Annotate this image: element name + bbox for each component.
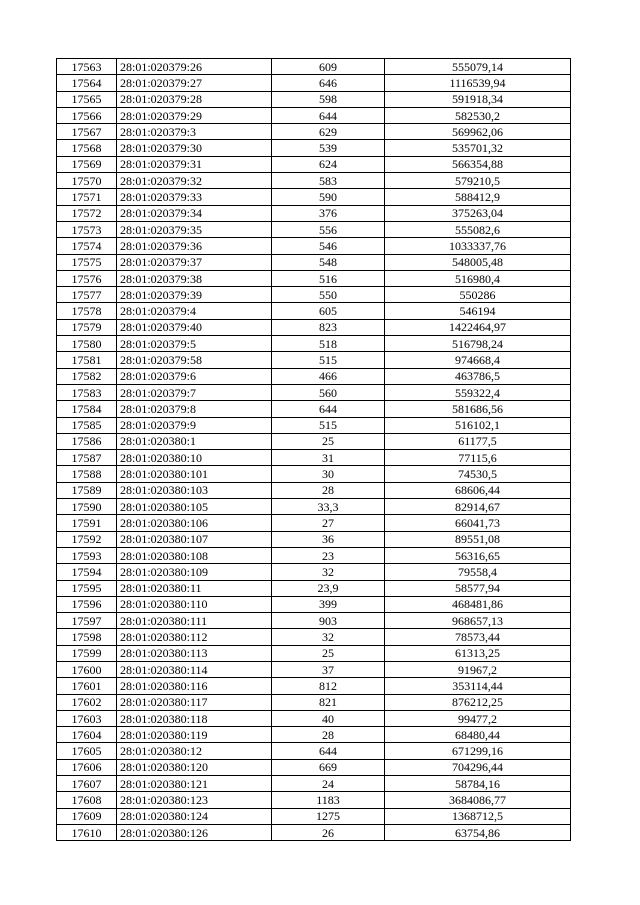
cadastral-value: 78573,44: [385, 629, 571, 645]
area-value: 33,3: [272, 499, 385, 515]
cadastral-value: 581686,56: [385, 401, 571, 417]
table-row: [57, 824, 571, 840]
table-row: [57, 678, 571, 694]
table-row: [57, 124, 571, 140]
table-row: [57, 580, 571, 596]
cadastral-number: 28:01:020379:3: [117, 124, 272, 140]
cadastral-value: 582530,2: [385, 107, 571, 123]
area-value: 539: [272, 140, 385, 156]
row-number: 17595: [57, 580, 117, 596]
cadastral-value: 91967,2: [385, 661, 571, 677]
cadastral-value: 566354,88: [385, 156, 571, 172]
cadastral-value: 876212,25: [385, 694, 571, 710]
table-row: [57, 613, 571, 629]
cadastral-number: 28:01:020380:112: [117, 629, 272, 645]
parcel-table: [56, 58, 571, 841]
cadastral-value: 1368712,5: [385, 808, 571, 824]
area-value: 583: [272, 173, 385, 189]
cadastral-value: 58577,94: [385, 580, 571, 596]
area-value: 821: [272, 694, 385, 710]
cadastral-value: 89551,08: [385, 531, 571, 547]
cadastral-value: 61313,25: [385, 645, 571, 661]
cadastral-value: 56316,65: [385, 547, 571, 563]
cadastral-number: 28:01:020380:10: [117, 450, 272, 466]
area-value: 903: [272, 613, 385, 629]
cadastral-value: 66041,73: [385, 515, 571, 531]
area-value: 32: [272, 629, 385, 645]
row-number: 17585: [57, 417, 117, 433]
area-value: 812: [272, 678, 385, 694]
area-value: 605: [272, 303, 385, 319]
table-row: [57, 547, 571, 563]
cadastral-value: 588412,9: [385, 189, 571, 205]
cadastral-value: 463786,5: [385, 368, 571, 384]
cadastral-number: 28:01:020379:30: [117, 140, 272, 156]
area-value: 25: [272, 433, 385, 449]
table-row: [57, 173, 571, 189]
table-row: [57, 59, 571, 75]
cadastral-number: 28:01:020380:1: [117, 433, 272, 449]
cadastral-value: 1116539,94: [385, 75, 571, 91]
table-row: [57, 466, 571, 482]
cadastral-number: 28:01:020380:117: [117, 694, 272, 710]
row-number: 17573: [57, 221, 117, 237]
cadastral-number: 28:01:020380:103: [117, 482, 272, 498]
cadastral-number: 28:01:020379:35: [117, 221, 272, 237]
cadastral-value: 550286: [385, 287, 571, 303]
cadastral-number: 28:01:020379:33: [117, 189, 272, 205]
cadastral-value: 579210,5: [385, 173, 571, 189]
cadastral-number: 28:01:020380:118: [117, 710, 272, 726]
cadastral-number: 28:01:020379:4: [117, 303, 272, 319]
row-number: 17594: [57, 564, 117, 580]
area-value: 27: [272, 515, 385, 531]
area-value: 609: [272, 59, 385, 75]
area-value: 23,9: [272, 580, 385, 596]
cadastral-value: 555082,6: [385, 221, 571, 237]
cadastral-number: 28:01:020379:6: [117, 368, 272, 384]
table-row: [57, 710, 571, 726]
table-row: [57, 564, 571, 580]
area-value: 644: [272, 401, 385, 417]
row-number: 17569: [57, 156, 117, 172]
cadastral-value: 63754,86: [385, 824, 571, 840]
area-value: 644: [272, 743, 385, 759]
table-row: [57, 596, 571, 612]
row-number: 17577: [57, 287, 117, 303]
cadastral-number: 28:01:020379:27: [117, 75, 272, 91]
table-row: [57, 759, 571, 775]
row-number: 17593: [57, 547, 117, 563]
area-value: 646: [272, 75, 385, 91]
row-number: 17597: [57, 613, 117, 629]
row-number: 17570: [57, 173, 117, 189]
row-number: 17604: [57, 727, 117, 743]
row-number: 17572: [57, 205, 117, 221]
area-value: 36: [272, 531, 385, 547]
area-value: 376: [272, 205, 385, 221]
row-number: 17584: [57, 401, 117, 417]
cadastral-number: 28:01:020379:58: [117, 352, 272, 368]
table-row: [57, 629, 571, 645]
cadastral-value: 974668,4: [385, 352, 571, 368]
parcel-table-body: [57, 59, 571, 841]
cadastral-value: 61177,5: [385, 433, 571, 449]
area-value: 466: [272, 368, 385, 384]
row-number: 17608: [57, 792, 117, 808]
table-row: [57, 482, 571, 498]
cadastral-number: 28:01:020380:11: [117, 580, 272, 596]
cadastral-number: 28:01:020380:116: [117, 678, 272, 694]
row-number: 17566: [57, 107, 117, 123]
row-number: 17580: [57, 336, 117, 352]
area-value: 399: [272, 596, 385, 612]
area-value: 32: [272, 564, 385, 580]
cadastral-value: 548005,48: [385, 254, 571, 270]
table-row: [57, 238, 571, 254]
row-number: 17590: [57, 499, 117, 515]
row-number: 17583: [57, 384, 117, 400]
table-row: [57, 189, 571, 205]
area-value: 624: [272, 156, 385, 172]
area-value: 40: [272, 710, 385, 726]
area-value: 24: [272, 776, 385, 792]
row-number: 17579: [57, 319, 117, 335]
table-row: [57, 417, 571, 433]
row-number: 17575: [57, 254, 117, 270]
cadastral-number: 28:01:020380:101: [117, 466, 272, 482]
cadastral-value: 68606,44: [385, 482, 571, 498]
row-number: 17592: [57, 531, 117, 547]
table-row: [57, 792, 571, 808]
cadastral-number: 28:01:020379:34: [117, 205, 272, 221]
cadastral-number: 28:01:020380:114: [117, 661, 272, 677]
cadastral-number: 28:01:020379:37: [117, 254, 272, 270]
cadastral-number: 28:01:020379:28: [117, 91, 272, 107]
cadastral-value: 3684086,77: [385, 792, 571, 808]
table-row: [57, 75, 571, 91]
row-number: 17588: [57, 466, 117, 482]
row-number: 17605: [57, 743, 117, 759]
area-value: 546: [272, 238, 385, 254]
cadastral-number: 28:01:020380:108: [117, 547, 272, 563]
table-row: [57, 384, 571, 400]
cadastral-value: 535701,32: [385, 140, 571, 156]
cadastral-number: 28:01:020380:124: [117, 808, 272, 824]
table-row: [57, 336, 571, 352]
row-number: 17601: [57, 678, 117, 694]
row-number: 17574: [57, 238, 117, 254]
row-number: 17567: [57, 124, 117, 140]
table-row: [57, 91, 571, 107]
row-number: 17603: [57, 710, 117, 726]
area-value: 31: [272, 450, 385, 466]
cadastral-number: 28:01:020379:31: [117, 156, 272, 172]
area-value: 515: [272, 352, 385, 368]
table-row: [57, 287, 571, 303]
table-row: [57, 270, 571, 286]
table-row: [57, 140, 571, 156]
cadastral-value: 559322,4: [385, 384, 571, 400]
cadastral-number: 28:01:020379:8: [117, 401, 272, 417]
table-row: [57, 515, 571, 531]
cadastral-value: 375263,04: [385, 205, 571, 221]
cadastral-number: 28:01:020379:26: [117, 59, 272, 75]
table-row: [57, 808, 571, 824]
cadastral-number: 28:01:020380:109: [117, 564, 272, 580]
row-number: 17589: [57, 482, 117, 498]
row-number: 17581: [57, 352, 117, 368]
table-row: [57, 303, 571, 319]
row-number: 17565: [57, 91, 117, 107]
area-value: 37: [272, 661, 385, 677]
table-row: [57, 205, 571, 221]
area-value: 629: [272, 124, 385, 140]
table-row: [57, 694, 571, 710]
cadastral-value: 68480,44: [385, 727, 571, 743]
row-number: 17600: [57, 661, 117, 677]
area-value: 1183: [272, 792, 385, 808]
area-value: 590: [272, 189, 385, 205]
cadastral-value: 99477,2: [385, 710, 571, 726]
cadastral-number: 28:01:020380:119: [117, 727, 272, 743]
table-row: [57, 319, 571, 335]
area-value: 516: [272, 270, 385, 286]
row-number: 17596: [57, 596, 117, 612]
area-value: 23: [272, 547, 385, 563]
area-value: 25: [272, 645, 385, 661]
cadastral-number: 28:01:020380:106: [117, 515, 272, 531]
cadastral-number: 28:01:020380:113: [117, 645, 272, 661]
cadastral-number: 28:01:020380:12: [117, 743, 272, 759]
table-row: [57, 661, 571, 677]
cadastral-number: 28:01:020380:105: [117, 499, 272, 515]
cadastral-number: 28:01:020380:110: [117, 596, 272, 612]
row-number: 17578: [57, 303, 117, 319]
row-number: 17586: [57, 433, 117, 449]
cadastral-number: 28:01:020380:121: [117, 776, 272, 792]
cadastral-value: 591918,34: [385, 91, 571, 107]
table-row: [57, 221, 571, 237]
area-value: 644: [272, 107, 385, 123]
row-number: 17576: [57, 270, 117, 286]
area-value: 598: [272, 91, 385, 107]
cadastral-value: 671299,16: [385, 743, 571, 759]
row-number: 17587: [57, 450, 117, 466]
cadastral-number: 28:01:020380:111: [117, 613, 272, 629]
table-row: [57, 368, 571, 384]
cadastral-value: 468481,86: [385, 596, 571, 612]
row-number: 17599: [57, 645, 117, 661]
table-row: [57, 156, 571, 172]
cadastral-value: 968657,13: [385, 613, 571, 629]
row-number: 17606: [57, 759, 117, 775]
cadastral-value: 516102,1: [385, 417, 571, 433]
table-row: [57, 645, 571, 661]
cadastral-value: 79558,4: [385, 564, 571, 580]
row-number: 17609: [57, 808, 117, 824]
cadastral-value: 516980,4: [385, 270, 571, 286]
row-number: 17582: [57, 368, 117, 384]
cadastral-number: 28:01:020379:32: [117, 173, 272, 189]
cadastral-number: 28:01:020379:39: [117, 287, 272, 303]
cadastral-value: 77115,6: [385, 450, 571, 466]
cadastral-number: 28:01:020380:120: [117, 759, 272, 775]
row-number: 17564: [57, 75, 117, 91]
cadastral-value: 58784,16: [385, 776, 571, 792]
area-value: 823: [272, 319, 385, 335]
table-row: [57, 776, 571, 792]
row-number: 17607: [57, 776, 117, 792]
cadastral-value: 1033337,76: [385, 238, 571, 254]
cadastral-number: 28:01:020379:38: [117, 270, 272, 286]
table-row: [57, 450, 571, 466]
area-value: 30: [272, 466, 385, 482]
row-number: 17563: [57, 59, 117, 75]
row-number: 17571: [57, 189, 117, 205]
area-value: 1275: [272, 808, 385, 824]
table-row: [57, 499, 571, 515]
cadastral-value: 353114,44: [385, 678, 571, 694]
cadastral-value: 555079,14: [385, 59, 571, 75]
table-row: [57, 727, 571, 743]
cadastral-number: 28:01:020379:40: [117, 319, 272, 335]
row-number: 17591: [57, 515, 117, 531]
cadastral-number: 28:01:020379:29: [117, 107, 272, 123]
area-value: 515: [272, 417, 385, 433]
table-row: [57, 401, 571, 417]
cadastral-number: 28:01:020379:9: [117, 417, 272, 433]
cadastral-number: 28:01:020380:126: [117, 824, 272, 840]
cadastral-value: 704296,44: [385, 759, 571, 775]
cadastral-value: 1422464,97: [385, 319, 571, 335]
table-row: [57, 352, 571, 368]
row-number: 17610: [57, 824, 117, 840]
area-value: 28: [272, 727, 385, 743]
area-value: 550: [272, 287, 385, 303]
table-row: [57, 531, 571, 547]
row-number: 17602: [57, 694, 117, 710]
cadastral-value: 82914,67: [385, 499, 571, 515]
cadastral-number: 28:01:020380:107: [117, 531, 272, 547]
area-value: 518: [272, 336, 385, 352]
table-row: [57, 107, 571, 123]
area-value: 548: [272, 254, 385, 270]
cadastral-number: 28:01:020380:123: [117, 792, 272, 808]
table-row: [57, 743, 571, 759]
area-value: 560: [272, 384, 385, 400]
cadastral-value: 569962,06: [385, 124, 571, 140]
area-value: 28: [272, 482, 385, 498]
row-number: 17598: [57, 629, 117, 645]
area-value: 669: [272, 759, 385, 775]
table-row: [57, 433, 571, 449]
cadastral-value: 546194: [385, 303, 571, 319]
cadastral-number: 28:01:020379:36: [117, 238, 272, 254]
area-value: 26: [272, 824, 385, 840]
cadastral-number: 28:01:020379:5: [117, 336, 272, 352]
cadastral-value: 516798,24: [385, 336, 571, 352]
row-number: 17568: [57, 140, 117, 156]
table-row: [57, 254, 571, 270]
cadastral-number: 28:01:020379:7: [117, 384, 272, 400]
area-value: 556: [272, 221, 385, 237]
cadastral-value: 74530,5: [385, 466, 571, 482]
